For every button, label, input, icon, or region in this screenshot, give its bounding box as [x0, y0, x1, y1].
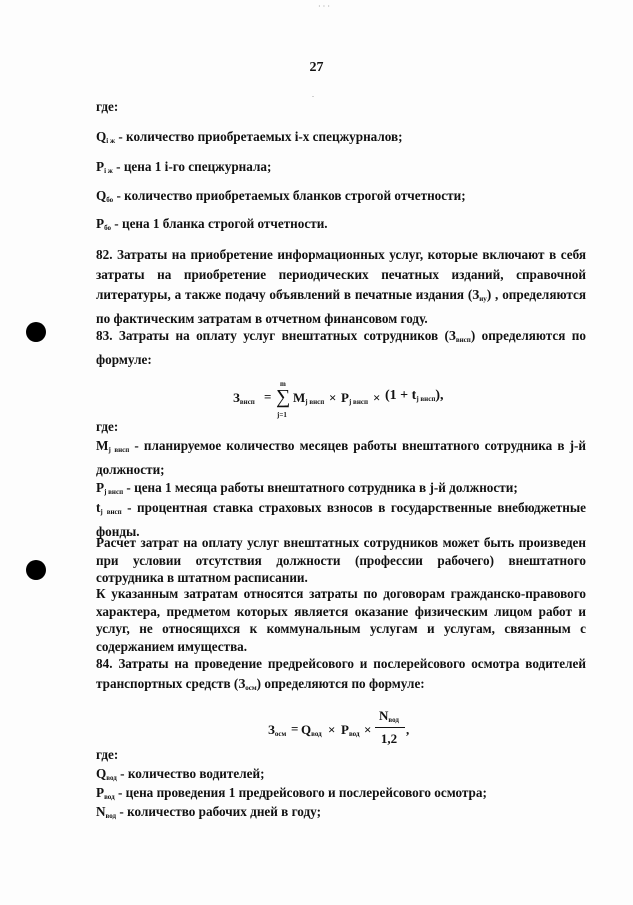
paragraph-83: 83. Затраты на оплату услуг внештатных сотрудников $(З_{внсп})$ определяются по формуле: — [96, 328, 586, 367]
page-number: 27 — [309, 60, 324, 75]
definition-line: $Q_{бо}$ - количество приобретаемых бланков строгой отчетности; — [96, 188, 466, 204]
definition-t: $t_{j внсп}$ - процентная ставка страховых взносов в государственные внебюджетные фонды. — [96, 500, 586, 539]
where-label-2: где: — [96, 419, 119, 434]
paragraph-82: 82. Затраты на приобретение информационных услуг, которые включают в себя затраты на приобретение периодических печатных изданий, справочной литературы, а также подачу объявлений в печатные издания $(З_{иу})$ , определяются по фактическим затратам в отчетном финансовом году. — [96, 247, 587, 326]
document-page: · · · 27 . где: $Q_{i ж}$ - количество приобретаемых i-х спецжурналов; $P_{i ж}$ - цена 1 i-го спецжурнала; $Q_{бо}$ - количество приобретаемых бланков строгой отчетности; $P_{бо}$ - цена 1 бланка строгой отчетности. 82. Затраты на приобретение информационных услуг, которые включают в себя затраты на приобретение периодических печатных изданий, справочной литературы, а также подачу объявлений в печатные издания $(З_{иу})$ , определяются по фактическим затратам в отчетном финансовом году. 83. Затраты на оплату услуг внештатных сотрудников $(З_{внсп})$ определяются по формуле: $З_{внсп}$ = m ∑ j=1 $M_{j внсп}$ × $P_{j внсп}$ × $(1 + t_{j внсп})$, где: $M_{j внсп}$ - планируемое количество месяцев работы внештатного сотрудника в j-й должности; $P_{j внсп}$ - цена 1 месяца работы внештатного сотрудника в j-й должности; $t_{j внсп}$ - процентная ставка страховых взносов в государственные внебюджетные фонды. Расчет затрат на оплату услуг внештатных сотрудников может быть произведен при условии отсутствия должности (профессии рабочего) внештатного сотрудника в штатном расписании. К указанным затратам относятся затраты по договорам гражданско-правового характера, предметом которых является оказание физическим лицом работ и услуг, не относящихся к коммунальным услугам и услугам, связанным с содержанием имущества. 84. Затраты на проведение предрейсового и послерейсового осмотра водителей транспортных средств $(З_{осм})$ определяются по формуле: $З_{осм}$ = $Q_{вод}$ × $P_{вод}$ × $N_{вод}$ 1,2 , где: $Q_{вод}$ - количество водителей; $P_{вод}$ - цена проведения 1 предрейсового и послерейсового осмотра; $N_{вод}$ - количество рабочих дней в году; — [0, 0, 633, 905]
definition-line: $P_{i ж}$ - цена 1 i-го спецжурнала; — [96, 159, 272, 175]
fraction-bar — [375, 727, 405, 728]
punch-hole-top — [26, 322, 46, 342]
paragraph-include: К указанным затратам относятся затраты по договорам гражданско-правового характера, предметом которых является оказание физическим лицом работ и услуг, не относящихся к коммунальным услугам и услугам, связанным с содержанием имущества. — [96, 586, 586, 654]
definition-line: $Q_{i ж}$ - количество приобретаемых i-х спецжурналов; — [96, 129, 403, 145]
where-label-3: где: — [96, 747, 119, 762]
fraction-numerator: $N_{вод}$ — [379, 708, 399, 724]
sum-upper-limit: m — [280, 380, 286, 388]
scan-speck: · · · — [318, 2, 330, 11]
definition-p: $P_{j внсп}$ - цена 1 месяца работы внештатного сотрудника в j-й должности; — [96, 480, 518, 496]
definition-line: $P_{вод}$ - цена проведения 1 предрейсового и послерейсового осмотра; — [96, 785, 487, 801]
sum-lower-limit: j=1 — [277, 411, 287, 419]
where-label-1: где: — [96, 99, 119, 114]
fraction-denominator: 1,2 — [380, 731, 398, 746]
definition-m: $M_{j внсп}$ - планируемое количество месяцев работы внештатного сотрудника в j-й должности; — [96, 438, 586, 477]
paragraph-84: 84. Затраты на проведение предрейсового и послерейсового осмотра водителей транспортных средств $(З_{осм})$ определяются по формуле: — [96, 656, 586, 692]
punch-hole-bottom — [26, 560, 46, 580]
scan-speck-2: . — [312, 90, 314, 99]
definition-line: $P_{бо}$ - цена 1 бланка строгой отчетности. — [96, 216, 328, 232]
definition-line: $Q_{вод}$ - количество водителей; — [96, 766, 265, 782]
definition-line: $N_{вод}$ - количество рабочих дней в году; — [96, 804, 321, 820]
paragraph-calculation: Расчет затрат на оплату услуг внештатных сотрудников может быть произведен при условии отсутствия должности (профессии рабочего) внештатного сотрудника в штатном расписании. — [96, 535, 586, 585]
sum-sign: ∑ — [276, 386, 291, 408]
